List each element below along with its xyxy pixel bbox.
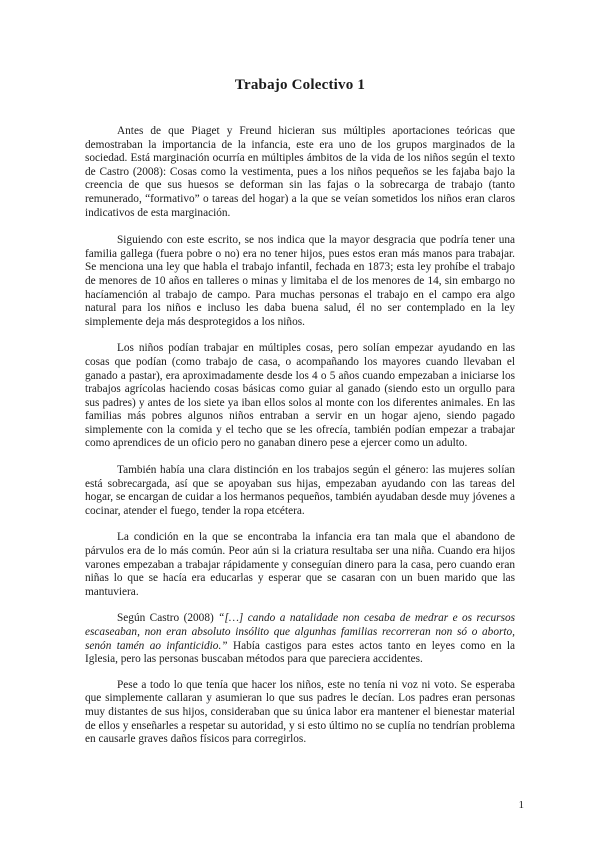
document-title: Trabajo Colectivo 1 xyxy=(234,77,366,93)
paragraph-6 xyxy=(85,612,515,666)
paragraph-5: La condición en la que se encontraba la infancia era tan mala que el abandono de párvulos era de lo más común. Peor aún si la criatura resultaba ser una niña. Cuando era hijos varones empezaban a trabajar rápidamente y conseguían dinero para la casa, pero cuando eran niñas lo que se hacía era educarlas y esperar que se casaran con un buen marido que las mantuviera. xyxy=(85,531,515,598)
castro-quote: “[…] cando a natalidade non cesaba de medrar e os recursos escaseaban, non eran absoluto insólito que algunhas familias recorreran non só o aborto, senón tamén ao infanticidio.” xyxy=(85,612,516,652)
paragraph-4: También había una clara distinción en los trabajos según el género: las mujeres solían está sobrecargada, así que se apoyaban sus hijas, empezaban ayudando con las tareas del hogar, se encargan de cuidar a los hermanos pequeños, también ayudaban desde muy jóvenes a cocinar, atender el fuego, tender la ropa etcétera. xyxy=(85,464,515,517)
paragraph-7: Pese a todo lo que tenía que hacer los niños, este no tenía ni voz ni voto. Se esperaba que simplemente callaran y asumieran lo que sus padres le decían. Los padres eran personas muy distantes de sus hijos, consideraban que su única labor era mantener el bienestar material de ellos y enseñarles a respetar su autoridad, y si esto último no se cuplía no tendrían problema en causarle graves daños físicos para corregirlos. xyxy=(85,678,515,746)
document-body xyxy=(85,125,515,761)
paragraph-3: Los niños podían trabajar en múltiples cosas, pero solían empezar ayudando en las cosas que podían (como trabajo de casa, o acompañando los mayores cuando llevaban el ganado a pastar), era aproximadamente desde los 4 o 5 años cuando empezaban a iniciarse los trabajos agrícolas haciendo cosas básicas como guiar al ganado (siendo esto un orgullo para sus padres) y antes de los siete ya iban ellos solos al monte con los diferentes animales. En las familias más pobres algunos niños entraban a servir en un hogar ajeno, siendo pagado simplemente con la comida y el techo que se les ofrecía, también podían empezar a trabajar como aprendices de un oficio pero no ganaban dinero pese a ejercer como un adulto. xyxy=(85,342,515,450)
paragraph-2: Siguiendo con este escrito, se nos indica que la mayor desgracia que podría tener una familia gallega (fuera pobre o no) era no tener hijos, pues estos eran más manos para trabajar. Se menciona una ley que habla el trabajo infantil, fechada en 1873; esta ley prohíbe el trabajo de menores de 10 años en talleres o minas y limitaba el de los menores de 14, sin embargo no hacíamención al trabajo de campo. Para muchas personas el trabajo en el campo era algo natural para los niños e incluso les daba buena salud, él no ser contemplado en la ley simplemente deja más desprotegidos a los niños. xyxy=(85,234,515,328)
paragraph-6-tail: Había castigos para estes actos tanto en leyes como en la Iglesia, pero las personas buscaban métodos para que pareciera accidentes. xyxy=(85,639,516,666)
paragraph-1: Antes de que Piaget y Freund hicieran sus múltiples aportaciones teóricas que demostraban la importancia de la infancia, este era uno de los grupos marginados de la sociedad. Está marginación ocurría en múltiples ámbitos de la vida de los niños según el texto de Castro (2008): Cosas como la vestimenta, pues a los niños pequeños se les fajaba bajo la creencia de que sus huesos se deforman sin las fajas o la sobrecarga de trabajo (tanto remunerado, “formativo” o tareas del hogar) a la que se veían sometidos los niños eran claros indicativos de esta marginación. xyxy=(85,125,515,219)
paragraph-6-lead: Según Castro (2008) xyxy=(117,612,219,625)
page-number: 1 xyxy=(518,799,524,811)
